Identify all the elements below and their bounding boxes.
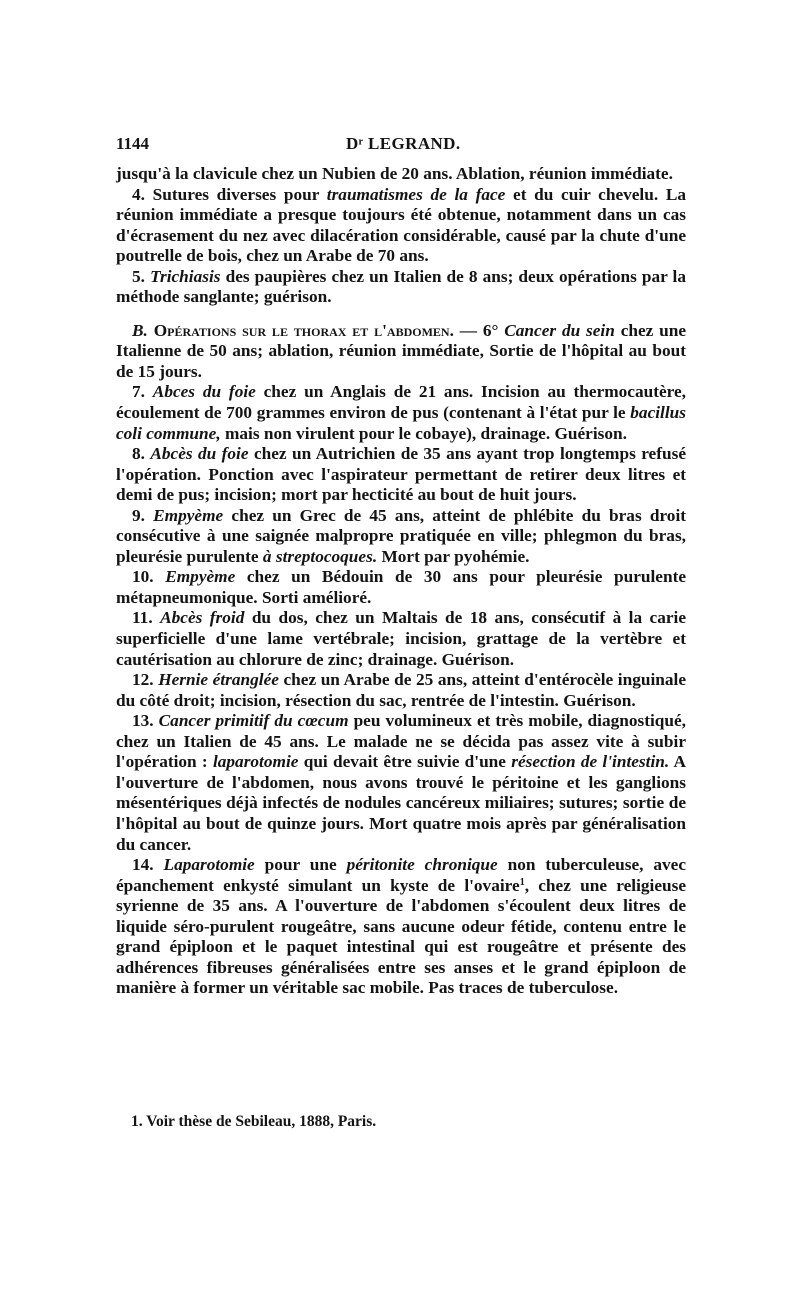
case-text: pour une [264,855,337,875]
section-heading: Opérations sur le thorax et l'abdomen. [153,320,454,340]
case-diagnosis: péritonite chronique [346,855,498,875]
paragraph-case-14 [116,855,686,999]
case-text: , chez une religieuse syrienne de 35 ans. A l'ouverture de l'abdomen s'écoulent deux litres de liquide séro-purulent rougeâtre, sans aucune odeur fétide, contenu entre le grand épiploon et le paquet intestinal qui est rougeâtre et présente des adhérences fibreuses généralisées entre ses anses et le grand épiploon de manière à former un véritable sac mobile. Pas traces de tuberculose. [116,875,687,998]
case-text: chez un Bédouin de 30 ans pour pleurésie purulente métapneumonique. Sorti amélioré. [116,567,686,607]
case-text: chez un Arabe de 25 ans, atteint d'entérocèle inguinale du côté droit; incision, résection du sac, rentrée de l'intestin. Guérison. [116,670,686,710]
procedure-name: laparotomie [212,752,299,772]
case-diagnosis: Empyème [165,567,236,587]
case-text: du dos, chez un Maltais de 18 ans, consécutif à la carie superficielle d'une lame vertébrale; incision, grattage de la vertèbre et cautérisation au chlorure de zinc; drainage. Guérison. [116,608,687,669]
case-text: peu volumineux et très mobile, diagnostiqué, chez un Italien de 45 ans. Le malade ne se décida pas assez vite à subir l'opération : [116,711,686,772]
case-number: 9. [132,505,145,525]
case-text: Mort par pyohémie. [381,546,530,566]
paragraph-case-7 [116,382,686,444]
section-b-heading-paragraph [116,321,686,383]
paragraph-case-9 [116,506,686,568]
paragraph-case-11 [116,608,686,670]
paragraph-case-8 [116,444,686,506]
case-diagnosis: Cancer du sein [504,320,615,340]
procedure-name: Laparotomie [163,855,255,875]
case-diagnosis: traumatismes de la face [326,184,506,204]
case-number: 5. [132,266,145,286]
case-number: 4. [132,184,145,204]
paragraph-case-12 [116,670,686,711]
main-text [116,164,686,999]
bacteria-name: bacillus coli commune, [116,403,686,443]
footnote-marker: 1 [519,876,525,888]
case-number: 13. [132,711,154,731]
case-diagnosis: Abces du foie [152,382,256,402]
case-diagnosis: Empyème [153,505,224,525]
case-diagnosis: Abcès froid [160,608,245,628]
case-number: 11. [132,608,153,628]
paragraph-case-13 [116,711,686,855]
paragraph-case-4 [116,185,686,267]
case-diagnosis: Hernie étranglée [158,670,279,690]
case-number: 8. [132,444,145,464]
case-number: 12. [132,670,154,690]
case-text: Sutures diverses pour [152,184,320,204]
section-letter: B. [132,320,148,340]
case-text: chez un Autrichien de 35 ans ayant trop longtemps refusé l'opération. Ponction avec l'aspirateur permettant de retirer deux litres et demi de pus; incision; mort par hecticité au bout de huit jours. [116,444,686,505]
procedure-name: résection de l'intestin. [511,752,670,772]
case-text: chez un Grec de 45 ans, atteint de phlébite du bras droit consécutive à une saignée malpropre pratiquée en ville; phlegmon du bras, pleurésie purulente [116,505,687,566]
case-text: mais non virulent pour le cobaye), drainage. Guérison. [224,423,627,443]
page-header [116,134,686,158]
bacteria-name: à streptocoques. [262,546,378,566]
case-diagnosis: Trichiasis [150,266,221,286]
paragraph-case-5 [116,267,686,308]
paragraph-continuation: jusqu'à la clavicule chez un Nubien de 20 ans. Ablation, réunion immédiate. [116,164,673,183]
case-text: des paupières chez un Italien de 8 ans; deux opérations par la méthode sanglante; guérison. [116,266,687,307]
running-title: Dʳ LEGRAND. [346,134,461,153]
case-text: et du cuir chevelu. La réunion immédiate a presque toujours été obtenue, notamment dans un cas d'écrasement du nez avec dilacération considérable, causé par la chute d'une poutrelle de bois, chez un Arabe de 70 ans. [116,184,686,266]
case-text: non tuberculeuse, avec épanchement enkysté simulant un kyste de l'ovaire [116,855,686,895]
case-number: 7. [132,382,145,402]
case-text: A l'ouverture de l'abdomen, nous avons trouvé le péritoine et les ganglions mésentériques déjà infectés de nodules cancéreux miliaires; sutures; sortie de l'hôpital au bout de quinze jours. Mort quatre mois après par généralisation du cancer. [116,752,686,854]
case-diagnosis: Cancer primitif du cœcum [158,711,349,731]
case-diagnosis: Abcès du foie [150,444,249,464]
case-number: — 6° [459,320,499,340]
case-number: 14. [132,855,154,875]
case-text: qui devait être suivie d'une [303,752,506,772]
paragraph-case-10 [116,567,686,608]
case-number: 10. [132,567,154,587]
case-text: chez un Anglais de 21 ans. Incision au thermocautère, écoulement de 700 grammes environ de pus (contenant à l'état pur le [116,382,686,423]
case-text: chez une Italienne de 50 ans; ablation, réunion immédiate, Sortie de l'hôpital au bout de 15 jours. [116,320,687,381]
page-number: 1144 [116,134,150,153]
footnote: 1. Voir thèse de Sebileau, 1888, Paris. [131,1113,377,1130]
